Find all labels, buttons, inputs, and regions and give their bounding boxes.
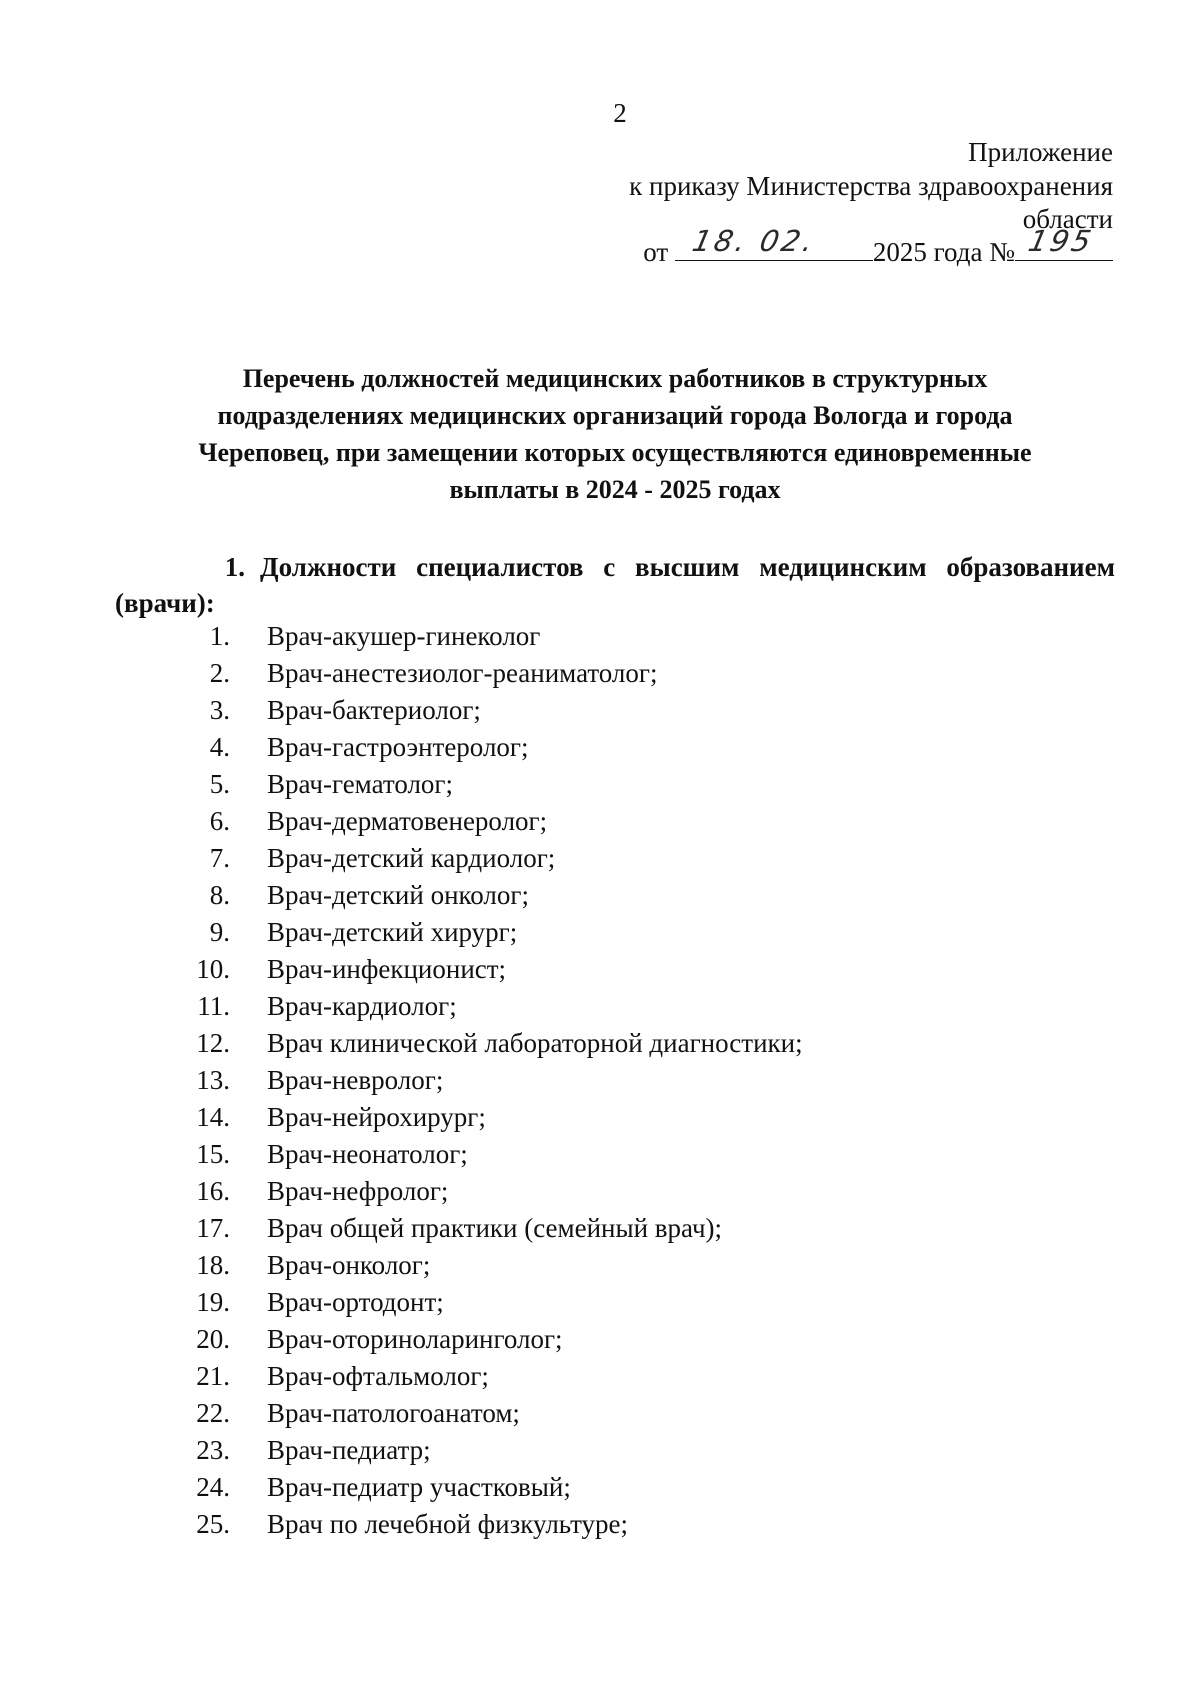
title-line: подразделениях медицинских организаций города Вологда и города bbox=[217, 401, 1013, 430]
list-item bbox=[115, 1358, 1075, 1395]
list-item bbox=[115, 988, 1075, 1025]
list-item-text: Врач-педиатр; bbox=[267, 1435, 431, 1465]
handwritten-order-number: 195 bbox=[1025, 224, 1097, 258]
list-item bbox=[115, 692, 1075, 729]
list-item bbox=[115, 914, 1075, 951]
list-item bbox=[115, 729, 1075, 766]
list-item-text: Врач-инфекционист; bbox=[267, 954, 507, 984]
list-item-text: Врач-гастроэнтеролог; bbox=[267, 732, 529, 762]
list-item-text: Врач-оториноларинголог; bbox=[267, 1324, 563, 1354]
list-item-number: 16. bbox=[196, 1176, 230, 1206]
list-item-text: Врач-детский хирург; bbox=[267, 917, 518, 947]
list-item bbox=[115, 1469, 1075, 1506]
list-item-number: 15. bbox=[196, 1139, 230, 1169]
list-item bbox=[115, 1062, 1075, 1099]
list-item-text: Врач-нейрохирург; bbox=[267, 1102, 486, 1132]
list-item-number: 19. bbox=[196, 1287, 230, 1317]
list-item-number: 18. bbox=[196, 1250, 230, 1280]
list-item-text: Врач-бактериолог; bbox=[267, 695, 481, 725]
title-line: Череповец, при замещении которых осуществляются единовременные bbox=[198, 438, 1032, 467]
date-field bbox=[675, 224, 873, 261]
list-item-number: 21. bbox=[196, 1361, 230, 1391]
list-item bbox=[115, 618, 1075, 655]
annex-date-row bbox=[643, 224, 1113, 268]
list-item-number: 20. bbox=[196, 1324, 230, 1354]
list-item-number: 4. bbox=[209, 732, 230, 762]
annex-order-reference: к приказу Министерства здравоохранения bbox=[629, 171, 1113, 201]
list-item-text: Врач-неонатолог; bbox=[267, 1139, 468, 1169]
list-item bbox=[115, 1321, 1075, 1358]
list-item-number: 2. bbox=[209, 658, 230, 688]
list-item bbox=[115, 1025, 1075, 1062]
list-item-text: Врач-нефролог; bbox=[267, 1176, 449, 1206]
list-item-text: Врач-анестезиолог-реаниматолог; bbox=[267, 658, 658, 688]
list-item-number: 8. bbox=[209, 880, 230, 910]
list-item-number: 5. bbox=[209, 769, 230, 799]
date-prefix: от bbox=[643, 237, 669, 267]
section-continuation: (врачи): bbox=[115, 588, 215, 618]
page-number: 2 bbox=[613, 98, 627, 128]
list-item-number: 13. bbox=[196, 1065, 230, 1095]
list-item bbox=[115, 1210, 1075, 1247]
list-item bbox=[115, 1173, 1075, 1210]
list-item bbox=[115, 803, 1075, 840]
list-item-text: Врач-кардиолог; bbox=[267, 991, 457, 1021]
list-item-number: 24. bbox=[196, 1472, 230, 1502]
list-item bbox=[115, 951, 1075, 988]
list-item-number: 25. bbox=[196, 1509, 230, 1539]
list-item-text: Врач по лечебной физкультуре; bbox=[267, 1509, 629, 1539]
list-item-number: 11. bbox=[197, 991, 230, 1021]
list-item bbox=[115, 1395, 1075, 1432]
annex-region: области bbox=[1022, 204, 1113, 234]
list-item-text: Врач-невролог; bbox=[267, 1065, 444, 1095]
list-item-text: Врач-гематолог; bbox=[267, 769, 454, 799]
list-item-text: Врач-офтальмолог; bbox=[267, 1361, 489, 1391]
list-item bbox=[115, 1284, 1075, 1321]
list-item-number: 9. bbox=[209, 917, 230, 947]
list-item-number: 17. bbox=[196, 1213, 230, 1243]
list-item-number: 14. bbox=[196, 1102, 230, 1132]
list-item-text: Врач клинической лабораторной диагностики; bbox=[267, 1028, 803, 1058]
list-item-number: 3. bbox=[209, 695, 230, 725]
list-item bbox=[115, 877, 1075, 914]
section-heading bbox=[115, 549, 1115, 621]
list-item bbox=[115, 1432, 1075, 1469]
list-item-number: 6. bbox=[209, 806, 230, 836]
section-number: 1. bbox=[224, 552, 245, 582]
year-number-label: 2025 года № bbox=[872, 237, 1015, 267]
list-item bbox=[115, 840, 1075, 877]
section-text: Должности специалистов с высшим медицинским образованием bbox=[260, 552, 1115, 582]
title-line: Перечень должностей медицинских работников в структурных bbox=[242, 364, 988, 393]
list-item-number: 1. bbox=[209, 621, 230, 651]
list-item bbox=[115, 1247, 1075, 1284]
list-item-number: 10. bbox=[196, 954, 230, 984]
list-item-text: Врач общей практики (семейный врач); bbox=[267, 1213, 723, 1243]
list-item bbox=[115, 1506, 1075, 1543]
title-line: выплаты в 2024 - 2025 годах bbox=[449, 475, 781, 504]
list-item-number: 7. bbox=[209, 843, 230, 873]
list-item-text: Врач-патологоанатом; bbox=[267, 1398, 520, 1428]
list-item bbox=[115, 766, 1075, 803]
order-number-field bbox=[1015, 224, 1113, 261]
list-item-number: 23. bbox=[196, 1435, 230, 1465]
annex-title: Приложение bbox=[968, 137, 1113, 167]
list-item-text: Врач-педиатр участковый; bbox=[267, 1472, 571, 1502]
list-item-text: Врач-детский кардиолог; bbox=[267, 843, 556, 873]
list-item-number: 12. bbox=[196, 1028, 230, 1058]
position-list bbox=[115, 618, 1075, 1543]
list-item-text: Врач-ортодонт; bbox=[267, 1287, 444, 1317]
list-item bbox=[115, 655, 1075, 692]
handwritten-date: 18. 02. bbox=[689, 224, 819, 258]
list-item bbox=[115, 1136, 1075, 1173]
document-title bbox=[130, 360, 1100, 508]
list-item-text: Врач-детский онколог; bbox=[267, 880, 529, 910]
list-item-text: Врач-дерматовенеролог; bbox=[267, 806, 548, 836]
list-item-text: Врач-акушер-гинеколог bbox=[267, 621, 541, 651]
list-item-text: Врач-онколог; bbox=[267, 1250, 431, 1280]
list-item-number: 22. bbox=[196, 1398, 230, 1428]
list-item bbox=[115, 1099, 1075, 1136]
